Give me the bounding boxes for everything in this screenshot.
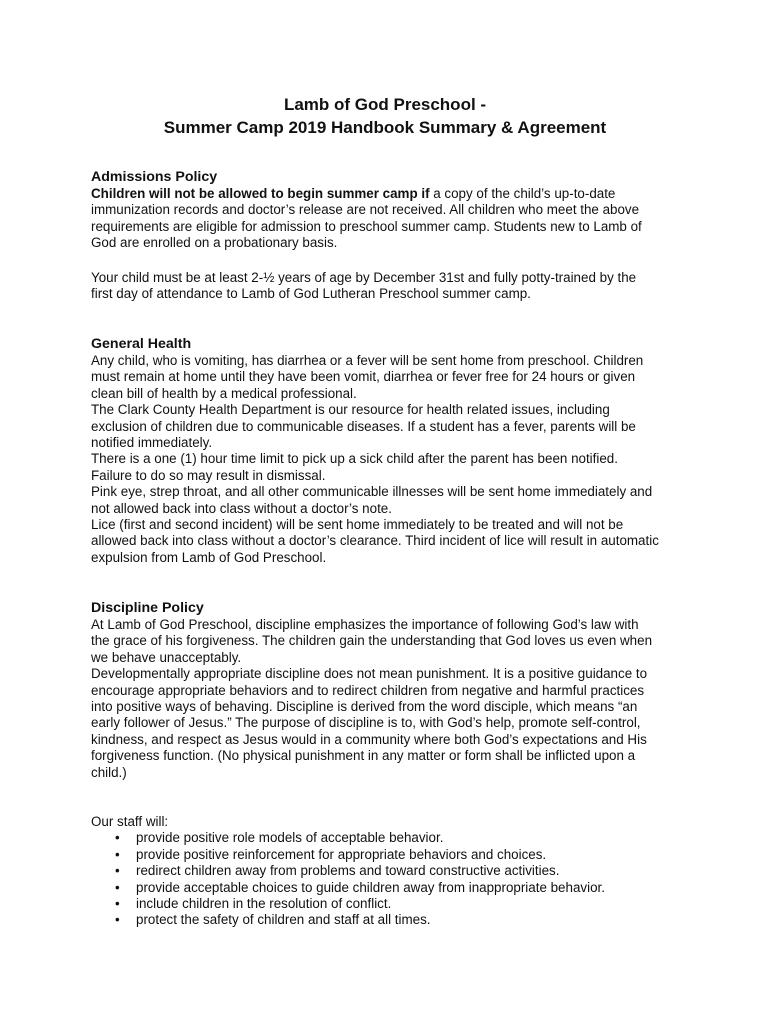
staff-list: [91, 814, 691, 929]
discipline-line: child.): [91, 764, 127, 780]
admissions-heading: Admissions Policy: [91, 169, 218, 185]
list-item: [91, 847, 691, 863]
admissions-line: immunization records and doctor’s release are not received. All children who meet the above: [91, 202, 640, 218]
health-line: Pink eye, strep throat, and all other communicable illnesses will be sent home immediately and: [91, 484, 653, 500]
list-item-text: provide positive reinforcement for appropriate behaviors and choices.: [136, 846, 547, 862]
staff-intro: Our staff will:: [91, 814, 169, 829]
discipline-section: [91, 600, 691, 781]
list-item: [91, 880, 691, 896]
list-item-text: provide acceptable choices to guide children away from inappropriate behavior.: [136, 879, 605, 895]
health-line: clean bill of health by a medical professional.: [91, 385, 357, 401]
health-line: Any child, who is vomiting, has diarrhea or a fever will be sent home from preschool. Children: [91, 353, 644, 368]
health-section: [91, 336, 691, 566]
health-line: notified immediately.: [91, 435, 213, 451]
admissions-line-rest: a copy of the child’s up-to-date: [429, 186, 616, 201]
list-item: [91, 912, 691, 928]
health-line: Lice (first and second incident) will be sent home immediately to be treated and will not be: [91, 517, 624, 533]
bullet-icon: •: [115, 830, 120, 846]
admissions-line: God are enrolled on a probationary basis.: [91, 235, 338, 251]
discipline-line: At Lamb of God Preschool, discipline emphasizes the importance of following God’s law with: [91, 617, 639, 632]
health-line: The Clark County Health Department is our resource for health related issues, including: [91, 402, 610, 418]
discipline-line: into positive ways of behaving. Discipline is derived from the word disciple, which means “an: [91, 699, 638, 715]
admissions-age-paragraph: [91, 270, 691, 303]
discipline-line: kindness, and respect as Jesus would in a community where both God’s expectations and His: [91, 731, 647, 747]
bullet-icon: •: [115, 912, 120, 928]
list-item-text: protect the safety of children and staff at all times.: [136, 912, 431, 928]
health-line: There is a one (1) hour time limit to pick up a sick child after the parent has been notified.: [91, 451, 618, 467]
bullet-icon: •: [115, 863, 120, 879]
admissions-section: [91, 169, 691, 252]
admissions-bold-lead: Children will not be allowed to begin summer camp if: [91, 186, 430, 201]
document-title: [0, 93, 770, 139]
admissions-line: [91, 186, 691, 202]
list-item: [91, 863, 691, 879]
discipline-line: the grace of his forgiveness. The children gain the understanding that God loves us even when: [91, 633, 653, 649]
list-item-text: include children in the resolution of conflict.: [136, 896, 392, 912]
bullet-icon: •: [115, 846, 120, 862]
bullet-icon: •: [115, 879, 120, 895]
health-line: expulsion from Lamb of God Preschool.: [91, 549, 327, 565]
title-line-2: Summer Camp 2019 Handbook Summary & Agreement: [163, 118, 607, 137]
list-item: [91, 896, 691, 912]
health-line: Failure to do so may result in dismissal.: [91, 467, 326, 483]
admissions-line: requirements are eligible for admission to preschool summer camp. Students new to Lamb of: [91, 218, 642, 234]
health-line: allowed back into class without a doctor’s clearance. Third incident of lice will result in automatic: [91, 533, 659, 549]
list-item-text: provide positive role models of acceptable behavior.: [136, 830, 444, 846]
discipline-line: forgiveness function. (No physical punishment in any matter or form shall be inflicted upon a: [91, 748, 636, 764]
admissions-line: first day of attendance to Lamb of God Lutheran Preschool summer camp.: [91, 286, 531, 302]
discipline-line: we behave unacceptably.: [91, 649, 242, 665]
admissions-line: Your child must be at least 2-½ years of age by December 31st and fully potty-trained by the: [91, 270, 637, 285]
list-item-text: redirect children away from problems and toward constructive activities.: [136, 863, 560, 879]
bullet-icon: •: [115, 896, 120, 912]
list-item: [91, 830, 691, 846]
health-line: must remain at home until they have been vomit, diarrhea or fever free for 24 hours or given: [91, 369, 636, 385]
health-heading: General Health: [91, 336, 192, 352]
discipline-line: encourage appropriate behaviors and to redirect children from negative and harmful practices: [91, 682, 645, 698]
title-line-1: Lamb of God Preschool -: [283, 95, 487, 114]
health-line: not allowed back into class without a doctor’s note.: [91, 500, 392, 516]
discipline-heading: Discipline Policy: [91, 600, 204, 616]
health-line: exclusion of children due to communicable diseases. If a student has a fever, parents will be: [91, 418, 636, 434]
discipline-line: early follower of Jesus.” The purpose of discipline is to, with God’s help, promote self-control,: [91, 715, 641, 731]
discipline-line: Developmentally appropriate discipline does not mean punishment. It is a positive guidance to: [91, 666, 648, 682]
